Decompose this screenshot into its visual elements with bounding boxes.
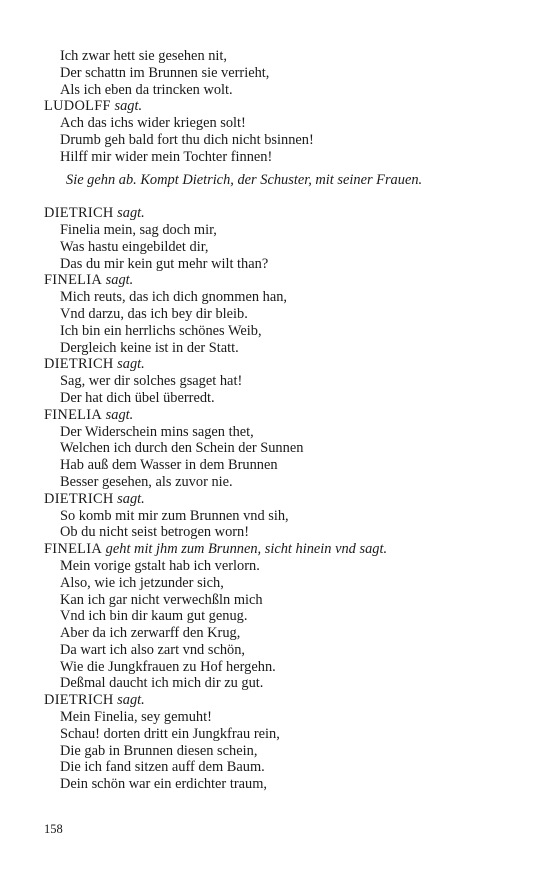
speaker-heading — [44, 491, 514, 508]
speaker-direction: sagt. — [105, 272, 134, 289]
verse-line: Hab auß dem Wasser in dem Brunnen — [60, 457, 278, 474]
speaker-direction: sagt. — [117, 356, 145, 373]
play-text-page — [44, 48, 514, 793]
speaker-name: DIETRICH — [44, 356, 114, 373]
verse-line: Vnd ich bin dir kaum gut genug. — [60, 608, 248, 625]
verse-line: Welchen ich durch den Schein der Sunnen — [60, 440, 304, 457]
verse-line: Finelia mein, sag doch mir, — [60, 221, 217, 238]
verse-line: Vnd darzu, das ich bey dir bleib. — [60, 305, 248, 322]
verse-line: Also, wie ich jetzunder sich, — [60, 574, 224, 591]
speaker-direction: sagt. — [105, 406, 134, 423]
section-gap — [44, 188, 514, 205]
speaker-direction: sagt. — [117, 692, 145, 709]
verse-line: Als ich eben da trincken wolt. — [60, 81, 233, 98]
speaker-heading — [44, 205, 514, 222]
speaker-heading — [44, 541, 514, 558]
verse-line: Der hat dich übel überredt. — [60, 389, 215, 406]
verse-line: Ich zwar hett sie gesehen nit, — [60, 48, 228, 64]
speaker-direction: sagt. — [117, 205, 145, 222]
verse-line: Die gab in Brunnen diesen schein, — [60, 742, 258, 759]
verse-line: Da wart ich also zart vnd schön, — [60, 641, 246, 658]
verse-line: So komb mit mir zum Brunnen vnd sih, — [60, 507, 289, 524]
speaker-direction: sagt. — [114, 98, 143, 115]
speaker-heading — [44, 356, 514, 373]
speaker-heading — [44, 692, 514, 709]
speaker-heading — [44, 98, 514, 115]
verse-line: Mich reuts, das ich dich gnommen han, — [60, 289, 288, 306]
verse-line: Kan ich gar nicht verwechßln mich — [60, 591, 263, 608]
verse-line: Aber da ich zerwarff den Krug, — [60, 625, 241, 642]
speaker-name: DIETRICH — [44, 205, 114, 222]
verse-line: Ob du nicht seist betrogen worn! — [60, 524, 250, 541]
verse-line: Dergleich keine ist in der Statt. — [60, 339, 239, 356]
page-number: 158 — [44, 822, 63, 836]
verse-line: Drumb geh bald fort thu dich nicht bsinnen! — [60, 131, 314, 148]
speaker-name: LUDOLFF — [44, 98, 111, 115]
verse-line: Der schattn im Brunnen sie verrieht, — [60, 64, 270, 81]
verse-line: Sag, wer dir solches gsaget hat! — [60, 373, 243, 390]
verse-line: Hilff mir wider mein Tochter finnen! — [60, 148, 273, 165]
stage-direction: Sie gehn ab. Kompt Dietrich, der Schuster, mit seiner Frauen. — [66, 171, 423, 188]
speaker-name: DIETRICH — [44, 692, 114, 709]
verse-line: Wie die Jungkfrauen zu Hof hergehn. — [60, 658, 276, 675]
verse-line: Ich bin ein herrlichs schönes Weib, — [60, 322, 262, 339]
speaker-direction: sagt. — [117, 490, 145, 507]
verse-line: Dein schön war ein erdichter traum, — [60, 776, 267, 793]
verse-line: Ach das ichs wider kriegen solt! — [60, 115, 246, 132]
speaker-heading — [44, 407, 514, 424]
verse-line: Mein Finelia, sey gemuht! — [60, 709, 212, 726]
speaker-name: DIETRICH — [44, 490, 114, 507]
verse-line: Besser gesehen, als zuvor nie. — [60, 473, 233, 490]
verse-line: Das du mir kein gut mehr wilt than? — [60, 255, 269, 272]
verse-line: Was hastu eingebildet dir, — [60, 238, 209, 255]
verse-line: Deßmal daucht ich mich dir zu gut. — [60, 675, 264, 692]
verse-line: Die ich fand sitzen auff dem Baum. — [60, 759, 265, 776]
verse-line: Mein vorige gstalt hab ich verlorn. — [60, 557, 260, 574]
speaker-name: FINELIA — [44, 541, 103, 558]
speaker-heading — [44, 272, 514, 289]
verse-line: Der Widerschein mins sagen thet, — [60, 423, 254, 440]
speaker-direction: geht mit jhm zum Brunnen, sicht hinein vnd sagt. — [105, 541, 388, 558]
speaker-name: FINELIA — [44, 272, 103, 289]
speaker-name: FINELIA — [44, 406, 103, 423]
verse-line: Schau! dorten dritt ein Jungkfrau rein, — [60, 725, 280, 742]
